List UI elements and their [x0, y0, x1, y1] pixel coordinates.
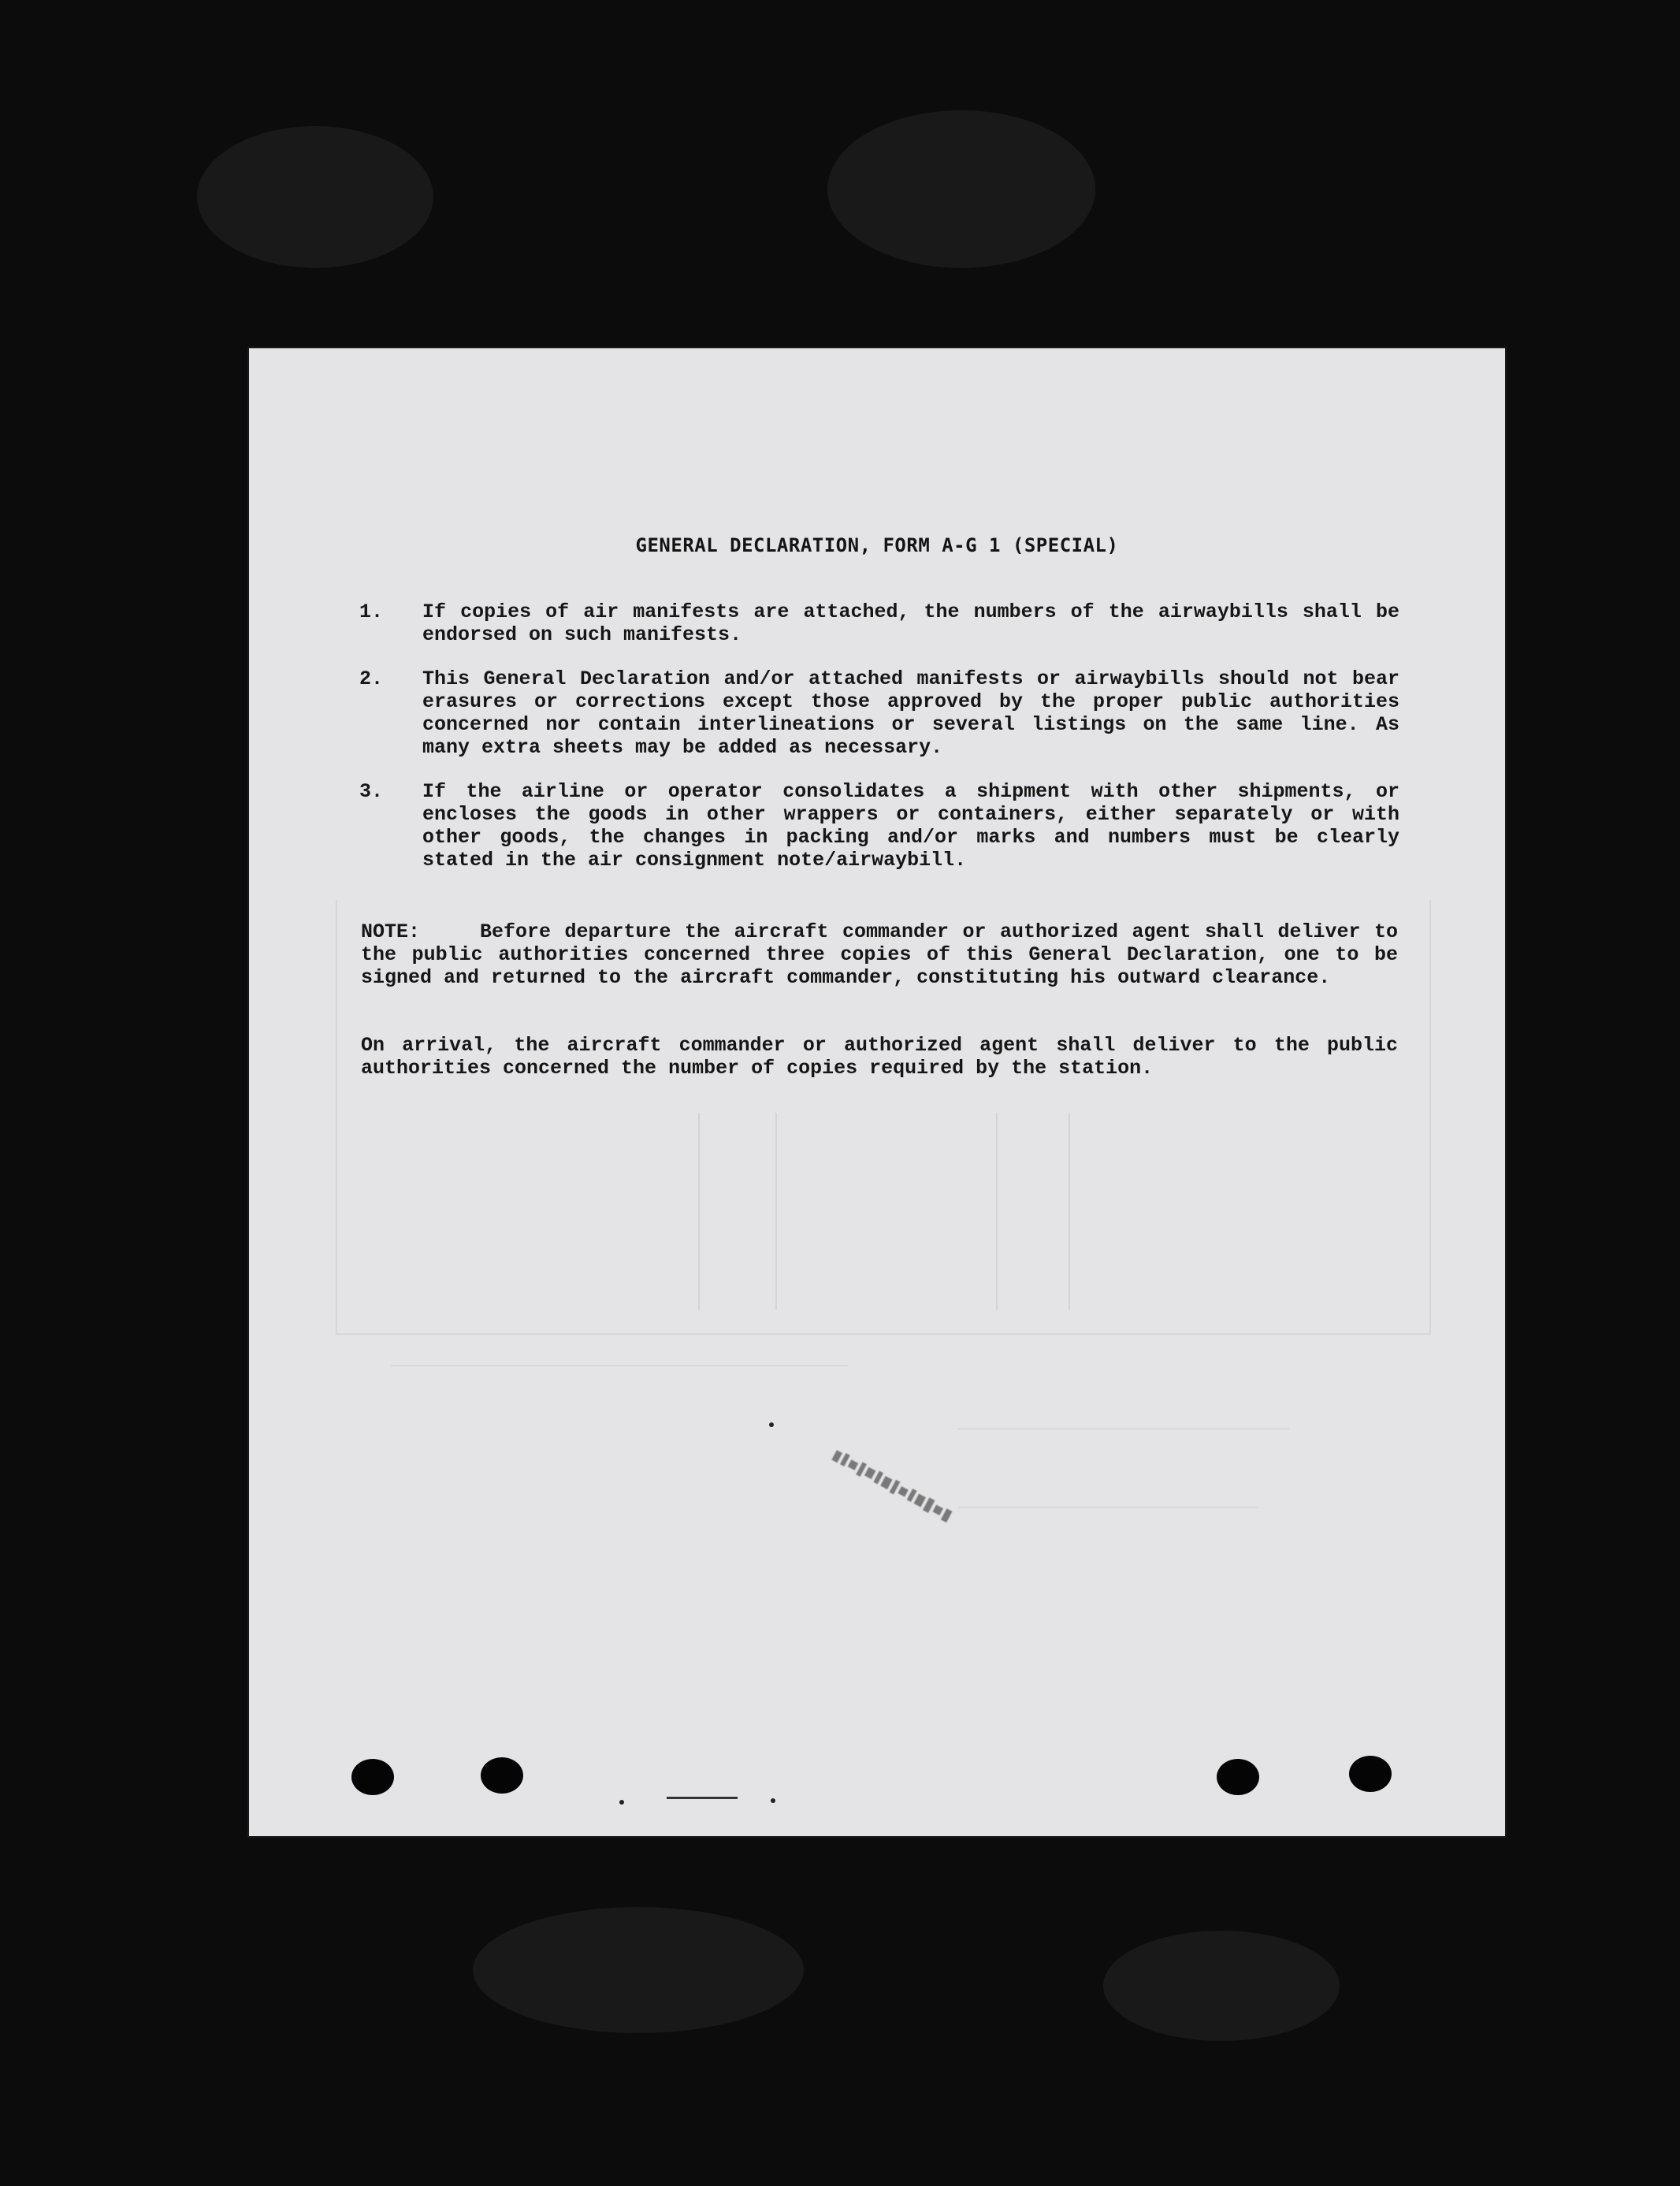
item-text: If copies of air manifests are attached, the numbers of the airwaybills shall be endorsed on such manifests.	[422, 600, 1399, 646]
instruction-item-1	[359, 600, 1399, 646]
ghost-line	[958, 1428, 1289, 1429]
item-number: 3.	[359, 780, 384, 803]
ghost-line	[958, 1507, 1258, 1508]
instruction-item-3	[359, 780, 1399, 872]
ghost-line	[775, 1113, 777, 1310]
item-number: 1.	[359, 600, 384, 623]
punch-hole	[481, 1757, 523, 1794]
document-page	[249, 348, 1505, 1836]
ghost-line	[698, 1113, 700, 1310]
item-number: 2.	[359, 667, 384, 690]
pencil-mark	[667, 1797, 738, 1799]
background-texture	[473, 1907, 804, 2033]
punch-hole	[1217, 1759, 1259, 1795]
punch-hole	[351, 1759, 394, 1795]
background-texture	[827, 110, 1095, 268]
ghost-line	[1069, 1113, 1070, 1310]
speck	[771, 1798, 775, 1803]
note-paragraph	[361, 920, 1398, 989]
arrival-paragraph: On arrival, the aircraft commander or authorized agent shall deliver to the public authorities concerned the number of copies required by the station.	[361, 1034, 1398, 1080]
ghost-line	[996, 1113, 998, 1310]
background-texture	[1103, 1931, 1340, 2041]
note-label: NOTE:	[361, 920, 421, 943]
item-text: If the airline or operator consolidates a shipment with other shipments, or encloses the goods in other wrappers or containers, either separately or with other goods, the changes in packing and/or marks and numbers must be clearly stated in the air consignment note/airwaybill.	[422, 780, 1399, 872]
punch-hole	[1349, 1756, 1392, 1792]
ink-stamp	[816, 1428, 984, 1558]
note-text: Before departure the aircraft commander or authorized agent shall deliver to the public authorities concerned three copies of this General Declaration, one to be signed and returned to the aircraft commander, constituting his outward clearance.	[361, 920, 1398, 989]
ghost-line	[391, 1365, 848, 1366]
instruction-item-2	[359, 667, 1399, 759]
page-title: GENERAL DECLARATION, FORM A-G 1 (SPECIAL)	[635, 534, 1119, 556]
speck	[769, 1422, 774, 1427]
speck	[619, 1800, 624, 1805]
item-text: This General Declaration and/or attached manifests or airwaybills should not bear erasures or corrections except those approved by the proper public authorities concerned nor contain interlineations or several listings on the same line. As many extra sheets may be added as necessary.	[422, 667, 1399, 759]
background-texture	[197, 126, 433, 268]
